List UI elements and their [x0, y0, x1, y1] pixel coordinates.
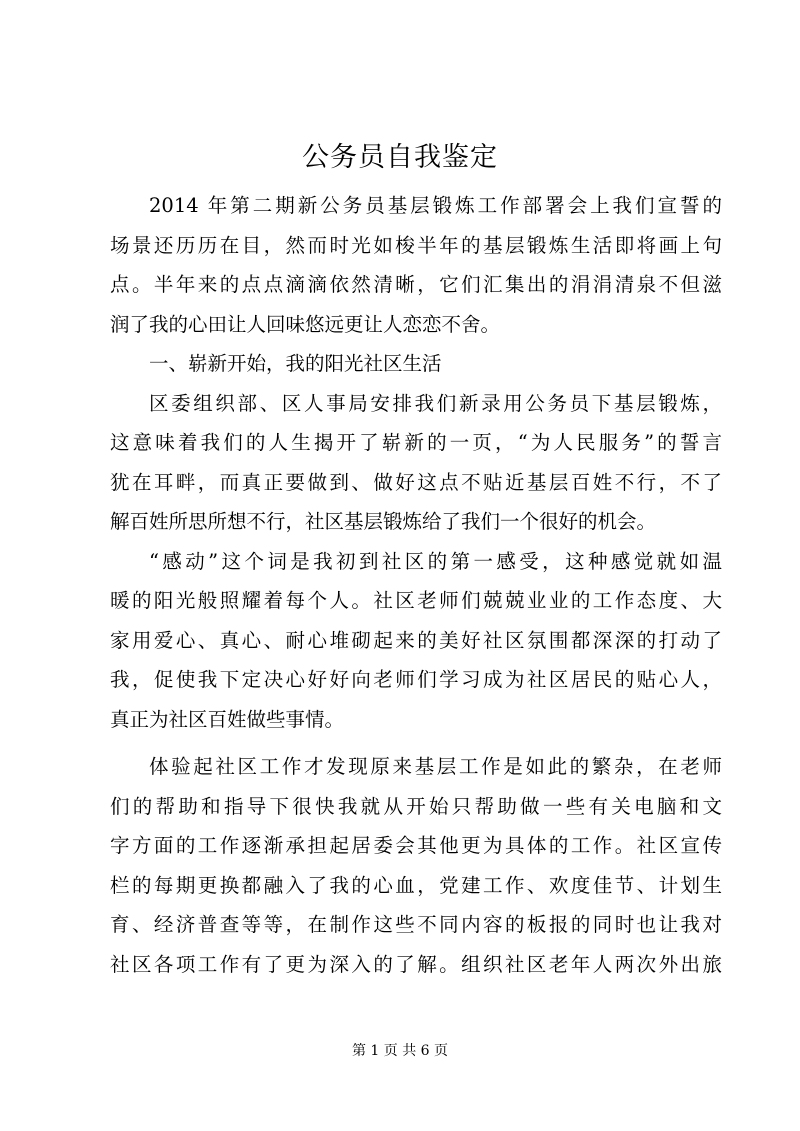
text-line: 真正为社区百姓做些事情。 [110, 707, 345, 731]
text-line: 这意味着我们的人生揭开了崭新的一页，“为人民服务”的誓言 [110, 431, 722, 454]
paragraph-2 [110, 384, 722, 542]
paragraph-3 [110, 542, 722, 740]
paragraph-1 [110, 186, 722, 344]
text-line: 社区各项工作有了更为深入的了解。组织社区老年人两次外出旅 [110, 952, 722, 976]
text-line: 2014 年第二期新公务员基层锻炼工作部署会上我们宣誓的 [149, 194, 722, 217]
page-footer: 第 1 页 共 6 页 [351, 1043, 449, 1059]
paragraph-spacer [110, 739, 722, 747]
text-line: 区委组织部、区人事局安排我们新录用公务员下基层锻炼， [149, 391, 722, 415]
text-line: 我，促使我下定决心好好向老师们学习成为社区居民的贴心人， [110, 668, 722, 691]
text-line: 一、崭新开始，我的阳光社区生活 [149, 352, 442, 375]
text-line: 体验起社区工作才发现原来基层工作是如此的繁杂，在老师 [149, 755, 722, 778]
text-line: 点。半年来的点点滴滴依然清晰，它们汇集出的涓涓清泉不但滋 [110, 273, 722, 296]
text-line: 解百姓所思所想不行，社区基层锻炼给了我们一个很好的机会。 [110, 510, 657, 533]
text-line: 场景还历历在目，然而时光如梭半年的基层锻炼生活即将画上句 [110, 233, 722, 257]
text-line: “感动”这个词是我初到社区的第一感受，这种感觉就如温 [149, 549, 722, 573]
text-line: 们的帮助和指导下很快我就从开始只帮助做一些有关电脑和文 [110, 794, 722, 818]
text-line: 育、经济普查等等，在制作这些不同内容的板报的同时也让我对 [110, 913, 722, 936]
text-line: 栏的每期更换都融入了我的心血，党建工作、欢度佳节、计划生 [110, 873, 722, 897]
text-line: 润了我的心田让人回味悠远更让人恋恋不舍。 [110, 312, 501, 336]
text-line: 犹在耳畔，而真正要做到、做好这点不贴近基层百姓不行，不了 [110, 470, 722, 494]
document-body [110, 186, 722, 984]
text-line: 家用爱心、真心、耐心堆砌起来的美好社区氛围都深深的打动了 [110, 628, 722, 652]
text-line: 字方面的工作逐渐承担起居委会其他更为具体的工作。社区宣传 [110, 834, 722, 857]
paragraph-4 [110, 747, 722, 984]
text-line: 暖的阳光般照耀着每个人。社区老师们兢兢业业的工作态度、大 [110, 589, 722, 612]
section-heading [110, 344, 722, 384]
document-title: 公务员自我鉴定 [302, 142, 498, 173]
